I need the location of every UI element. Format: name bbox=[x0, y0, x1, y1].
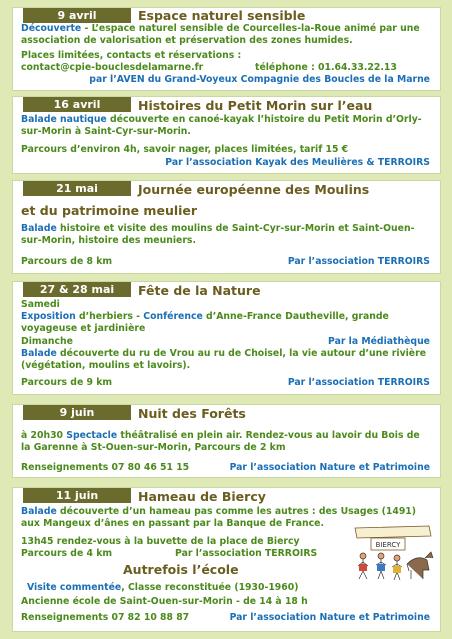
event-distance: Parcours de 8 km bbox=[21, 256, 113, 267]
event-lead: Balade bbox=[21, 506, 57, 517]
event-card-6 bbox=[12, 487, 441, 632]
event-distance: Parcours de 9 km bbox=[21, 377, 113, 388]
event-contact: Renseignements 07 80 46 51 15 bbox=[21, 462, 190, 473]
event-description: Balade nautique découverte en canoé-kayak l’histoire du Petit Morin d’Orly-sur-Morin à Saint-Cyr-sur-Morin. bbox=[21, 114, 422, 137]
event-card-1 bbox=[12, 7, 441, 91]
event-title: Histoires du Petit Morin sur l’eau bbox=[138, 98, 373, 113]
event-card-5 bbox=[12, 404, 441, 478]
event-organizer: par l’AVEN du Grand-Voyeux Compagnie des Boucles de la Marne bbox=[89, 74, 430, 85]
event-card-3 bbox=[12, 180, 441, 274]
event-card-2 bbox=[12, 96, 441, 174]
event-date: 9 avril bbox=[23, 8, 131, 23]
event-distance: Parcours de 4 km bbox=[21, 548, 113, 559]
event-organizer-1: Par la Médiathèque bbox=[328, 336, 430, 347]
event-organizer: Par l’association Nature et Patrimoine bbox=[229, 462, 430, 473]
event-organizer: Par l’association TERROIRS bbox=[175, 548, 318, 559]
event-description: Balade découverte d’un hameau pas comme les autres : des Usages (1491) aux Mangeux d’ânes en passant par la Banque de France. bbox=[21, 506, 417, 529]
event-phone: téléphone : 01.64.33.22.13 bbox=[255, 62, 397, 73]
event-description: Balade histoire et visite des moulins de Saint-Cyr-sur-Morin et Saint-Ouen-sur-Morin, histoire des meuniers. bbox=[21, 223, 415, 246]
biercy-illustration-image bbox=[351, 524, 435, 582]
event-title: Nuit des Forêts bbox=[138, 406, 246, 421]
event-lead: Spectacle bbox=[66, 430, 118, 441]
event-date: 16 avril bbox=[23, 97, 131, 112]
event-contact: Renseignements 07 82 10 88 87 bbox=[21, 612, 190, 623]
event-date: 27 & 28 mai bbox=[23, 282, 131, 297]
event-organizer: Par l’association Kayak des Meulières & TERROIRS bbox=[165, 157, 430, 168]
event-visit: Visite commentée, Classe reconstituée (1930-1960) bbox=[27, 582, 299, 593]
event-title: Hameau de Biercy bbox=[138, 489, 266, 504]
event-schedule: Ancienne école de Saint-Ouen-sur-Morin - de 14 à 18 h bbox=[21, 596, 308, 607]
event-day-2: Dimanche bbox=[21, 336, 73, 347]
event-date: 9 juin bbox=[23, 405, 131, 420]
event-date: 21 mai bbox=[23, 181, 131, 196]
event-description: à 20h30 Spectacle théâtralisé en plein air. Rendez-vous au lavoir du Bois de la Garenne à St-Ouen-sur-Morin, Parcours de 2 km bbox=[21, 430, 420, 453]
event-card-4 bbox=[12, 281, 441, 395]
event-lead: Balade bbox=[21, 223, 57, 234]
event-subtitle: Autrefois l’école bbox=[123, 562, 239, 577]
event-lead: Balade nautique bbox=[21, 114, 107, 125]
event-title: Journée européenne des Moulins bbox=[138, 182, 370, 197]
event-description-2: Balade découverte du ru de Vrou au ru de Choisel, la vie autour d’une rivière (végétation, moulins et lavoirs). bbox=[21, 348, 427, 371]
event-date: 11 juin bbox=[23, 488, 131, 503]
event-description-1: Exposition d’herbiers - Conférence d’Anne-France Dautheville, grande voyageuse et jardinière bbox=[21, 311, 389, 334]
event-description: Découverte - L’espace naturel sensible de Courcelles-la-Roue animé par une association de valorisation et préservation des zones humides. bbox=[21, 23, 420, 46]
event-meeting: 13h45 rendez-vous à la buvette de la place de Biercy bbox=[21, 536, 300, 547]
event-title: Fête de la Nature bbox=[138, 283, 261, 298]
sign-text: BIERCY bbox=[375, 541, 401, 549]
event-lead: Découverte bbox=[21, 23, 82, 34]
event-note: Parcours d’environ 4h, savoir nager, places limitées, tarif 15 € bbox=[21, 144, 349, 155]
event-organizer-2: Par l’association Nature et Patrimoine bbox=[229, 612, 430, 623]
event-organizer: Par l’association TERROIRS bbox=[287, 377, 430, 388]
event-day-1: Samedi bbox=[21, 299, 60, 310]
event-title-line2: et du patrimoine meulier bbox=[21, 203, 198, 218]
event-email[interactable]: contact@cpie-bouclesdelamarne.fr bbox=[21, 62, 204, 73]
event-organizer: Par l’association TERROIRS bbox=[287, 256, 430, 267]
event-note: Places limitées, contacts et réservations : bbox=[21, 50, 242, 61]
event-title: Espace naturel sensible bbox=[138, 8, 306, 23]
